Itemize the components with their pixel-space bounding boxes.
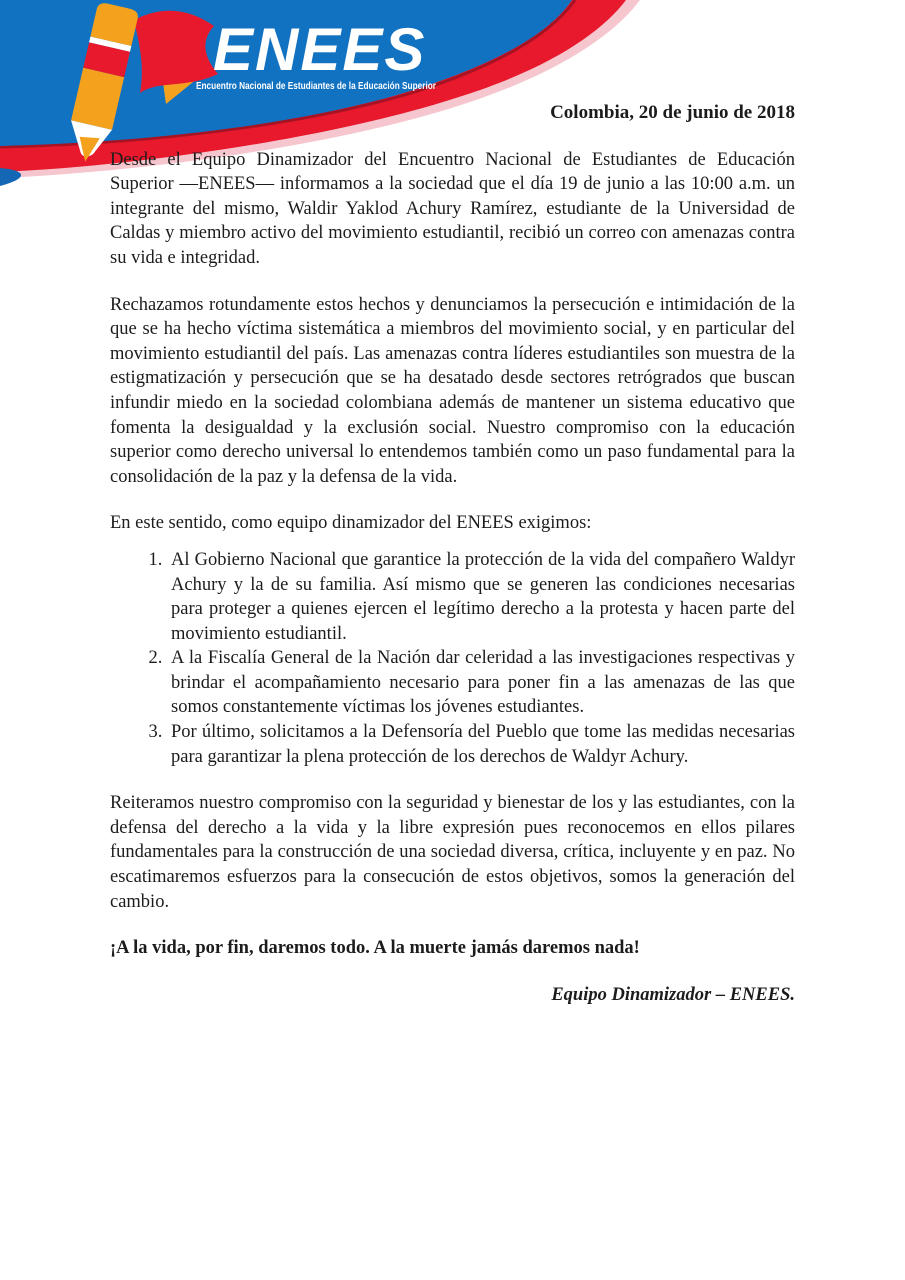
demand-item-3: 3. Por último, solicitamos a la Defensoría del Pueblo que tome las medidas necesarias para garantizar la plena protección de los derechos de Waldyr Achury. xyxy=(167,720,795,769)
slogan: ¡A la vida, por fin, daremos todo. A la muerte jamás daremos nada! xyxy=(110,938,640,959)
demand-item-1: 1. Al Gobierno Nacional que garantice la protección de la vida del compañero Waldyr Achury y la de su familia. Así mismo que se generen las condiciones necesarias para proteger a quienes ejercen el legítimo derecho a la protesta y hacen parte del movimiento estudiantil. xyxy=(167,548,795,646)
paragraph-1: Desde el Equipo Dinamizador del Encuentro Nacional de Estudiantes de Educación Superior —ENEES— informamos a la sociedad que el día 19 de junio a las 10:00 a.m. un integrante del mismo, Waldir Yaklod Achury Ramírez, estudiante de la Universidad de Caldas y miembro activo del movimiento estudiantil, recibió un correo con amenazas contra su vida e integridad. xyxy=(110,149,795,268)
paragraph-4: Reiteramos nuestro compromiso con la seguridad y bienestar de los y las estudiantes, con la defensa del derecho a la vida y la libre expresión pues reconocemos en ellos pilares fundamentales para la construcción de una sociedad diversa, crítica, incluyente y en paz. No escatimaremos esfuerzos para la consecución de estos objetivos, somos la generación del cambio. xyxy=(110,793,795,912)
paragraph-3: En este sentido, como equipo dinamizador del ENEES exigimos: xyxy=(110,513,592,534)
demands-list xyxy=(110,548,795,769)
dateline: Colombia, 20 de junio de 2018 xyxy=(550,102,795,123)
signature: Equipo Dinamizador – ENEES. xyxy=(551,984,795,1005)
logo-title: ENEES xyxy=(213,16,427,83)
logo-tagline: Encuentro Nacional de Estudiantes de la Educación Superior xyxy=(196,80,436,92)
demand-item-2: 2. A la Fiscalía General de la Nación dar celeridad a las investigaciones respectivas y brindar el acompañamiento necesario para poner fin a las amenazas de las que somos constantemente víctimas los jóvenes estudiantes. xyxy=(167,646,795,720)
paragraph-2: Rechazamos rotundamente estos hechos y denunciamos la persecución e intimidación de la que se ha hecho víctima sistemática a miembros del movimiento social, y en particular del movimiento estudiantil del país. Las amenazas contra líderes estudiantiles son muestra de la estigmatización y persecución que se ha desatado desde sectores retrógrados que buscan infundir miedo en la sociedad colombiana además de mantener un sistema educativo que fomenta la desigualdad y la exclusión social. Nuestro compromiso con la educación superior como derecho universal lo entendemos también como un paso fundamental para la consolidación de la paz y la defensa de la vida. xyxy=(110,294,795,487)
